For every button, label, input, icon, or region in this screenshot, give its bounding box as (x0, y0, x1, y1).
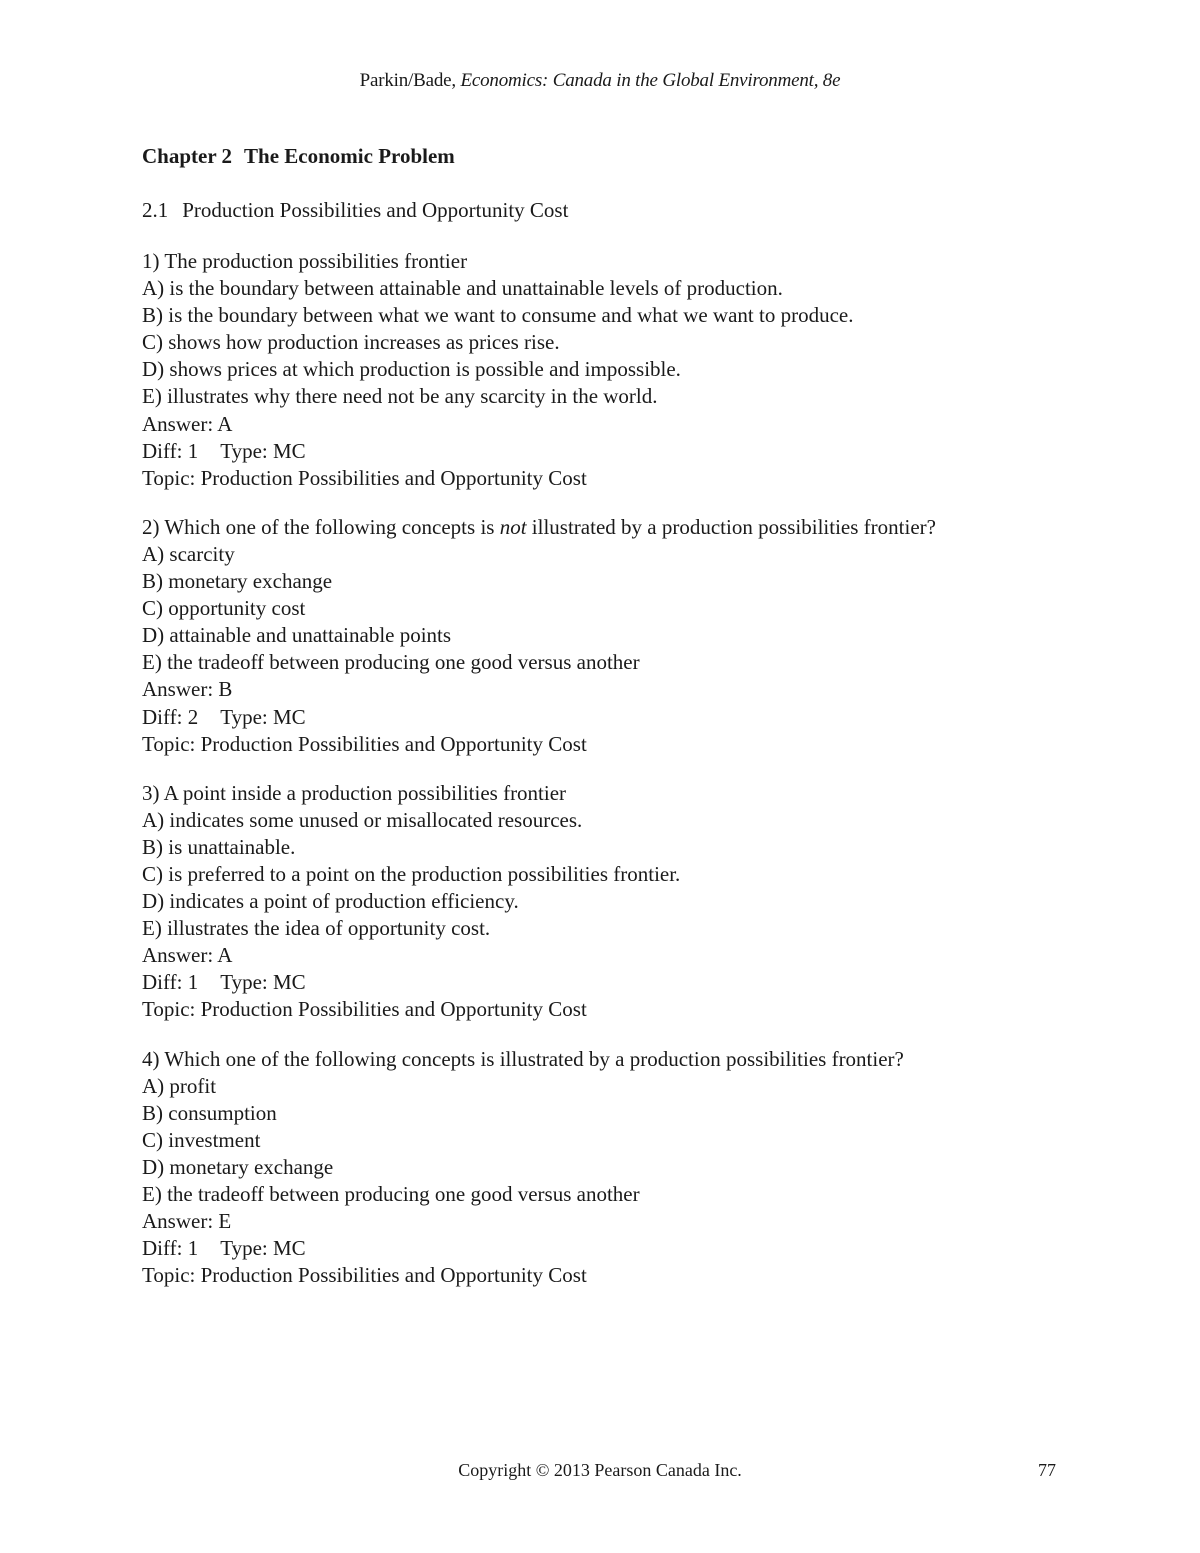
answer-option: D) monetary exchange (142, 1154, 334, 1179)
difficulty: Diff: 1 (142, 1236, 199, 1261)
question-stem (142, 248, 1092, 275)
answer-key: Answer: E (142, 1209, 232, 1234)
question-stem (142, 514, 1092, 541)
answer-option: E) illustrates why there need not be any scarcity in the world. (142, 384, 658, 409)
running-header (0, 70, 1200, 92)
question-block (142, 514, 1092, 758)
topic: Topic: Production Possibilities and Opportunity Cost (142, 997, 587, 1022)
question-stem-text-end: illustrated by a production possibilities frontier? (526, 514, 936, 539)
question-stem-text: 1) The production possibilities frontier (142, 249, 468, 273)
answer-option: C) shows how production increases as prices rise. (142, 330, 560, 355)
question-type: Type: MC (220, 438, 306, 463)
answer-key: Answer: A (142, 411, 233, 436)
question-type: Type: MC (220, 704, 306, 729)
section-title: Production Possibilities and Opportunity Cost (182, 198, 569, 222)
copyright-notice: Copyright © 2013 Pearson Canada Inc. (458, 1460, 742, 1480)
answer-option: A) scarcity (142, 541, 235, 566)
question-block (142, 248, 1092, 492)
answer-option: D) indicates a point of production efficiency. (142, 889, 519, 914)
chapter-heading (142, 140, 1092, 172)
answer-option: C) opportunity cost (142, 596, 306, 621)
topic: Topic: Production Possibilities and Opportunity Cost (142, 465, 587, 490)
answer-option: E) illustrates the idea of opportunity cost. (142, 916, 491, 941)
section-number: 2.1 (142, 198, 169, 222)
question-type: Type: MC (220, 970, 306, 995)
question-block (142, 780, 1092, 1024)
answer-option: A) is the boundary between attainable and unattainable levels of production. (142, 276, 783, 301)
answer-option: E) the tradeoff between producing one good versus another (142, 650, 640, 675)
answer-option: C) investment (142, 1127, 261, 1152)
question-type: Type: MC (220, 1236, 306, 1261)
answer-option: B) monetary exchange (142, 569, 333, 594)
answer-option: C) is preferred to a point on the production possibilities frontier. (142, 861, 681, 886)
question-stem-text: 4) Which one of the following concepts is illustrated by a production possibilities frontier? (142, 1046, 904, 1071)
topic: Topic: Production Possibilities and Opportunity Cost (142, 731, 587, 756)
question-stem-emphasis: not (499, 514, 527, 539)
answer-option: A) indicates some unused or misallocated resources. (142, 807, 583, 832)
chapter-title: The Economic Problem (244, 144, 455, 168)
answer-option: A) profit (142, 1073, 217, 1098)
difficulty-type (142, 969, 1092, 996)
question-block (142, 1046, 1092, 1290)
answer-key: Answer: A (142, 943, 233, 968)
answer-option: B) consumption (142, 1100, 277, 1125)
difficulty-type (142, 438, 1092, 465)
difficulty: Diff: 1 (142, 970, 199, 995)
difficulty: Diff: 2 (142, 704, 199, 729)
difficulty-type (142, 1235, 1092, 1262)
question-stem (142, 780, 1092, 807)
page-content (142, 140, 1092, 1289)
question-stem-text: 3) A point inside a production possibilities frontier (142, 780, 567, 805)
header-book-title: Economics: Canada in the Global Environment, 8e (460, 70, 841, 91)
answer-option: B) is the boundary between what we want to consume and what we want to produce. (142, 303, 854, 328)
difficulty-type (142, 704, 1092, 731)
question-stem (142, 1046, 1092, 1073)
answer-option: E) the tradeoff between producing one good versus another (142, 1182, 640, 1206)
chapter-number: Chapter 2 (142, 144, 233, 168)
header-authors: Parkin/Bade, (359, 70, 461, 91)
answer-key: Answer: B (142, 677, 233, 702)
topic: Topic: Production Possibilities and Opportunity Cost (142, 1263, 587, 1288)
section-heading (142, 194, 1092, 226)
difficulty: Diff: 1 (142, 438, 199, 463)
answer-option: D) shows prices at which production is possible and impossible. (142, 357, 681, 382)
page-number: 77 (1038, 1460, 1056, 1480)
question-stem-text: 2) Which one of the following concepts is (142, 514, 500, 539)
answer-option: D) attainable and unattainable points (142, 623, 452, 648)
answer-option: B) is unattainable. (142, 834, 296, 859)
